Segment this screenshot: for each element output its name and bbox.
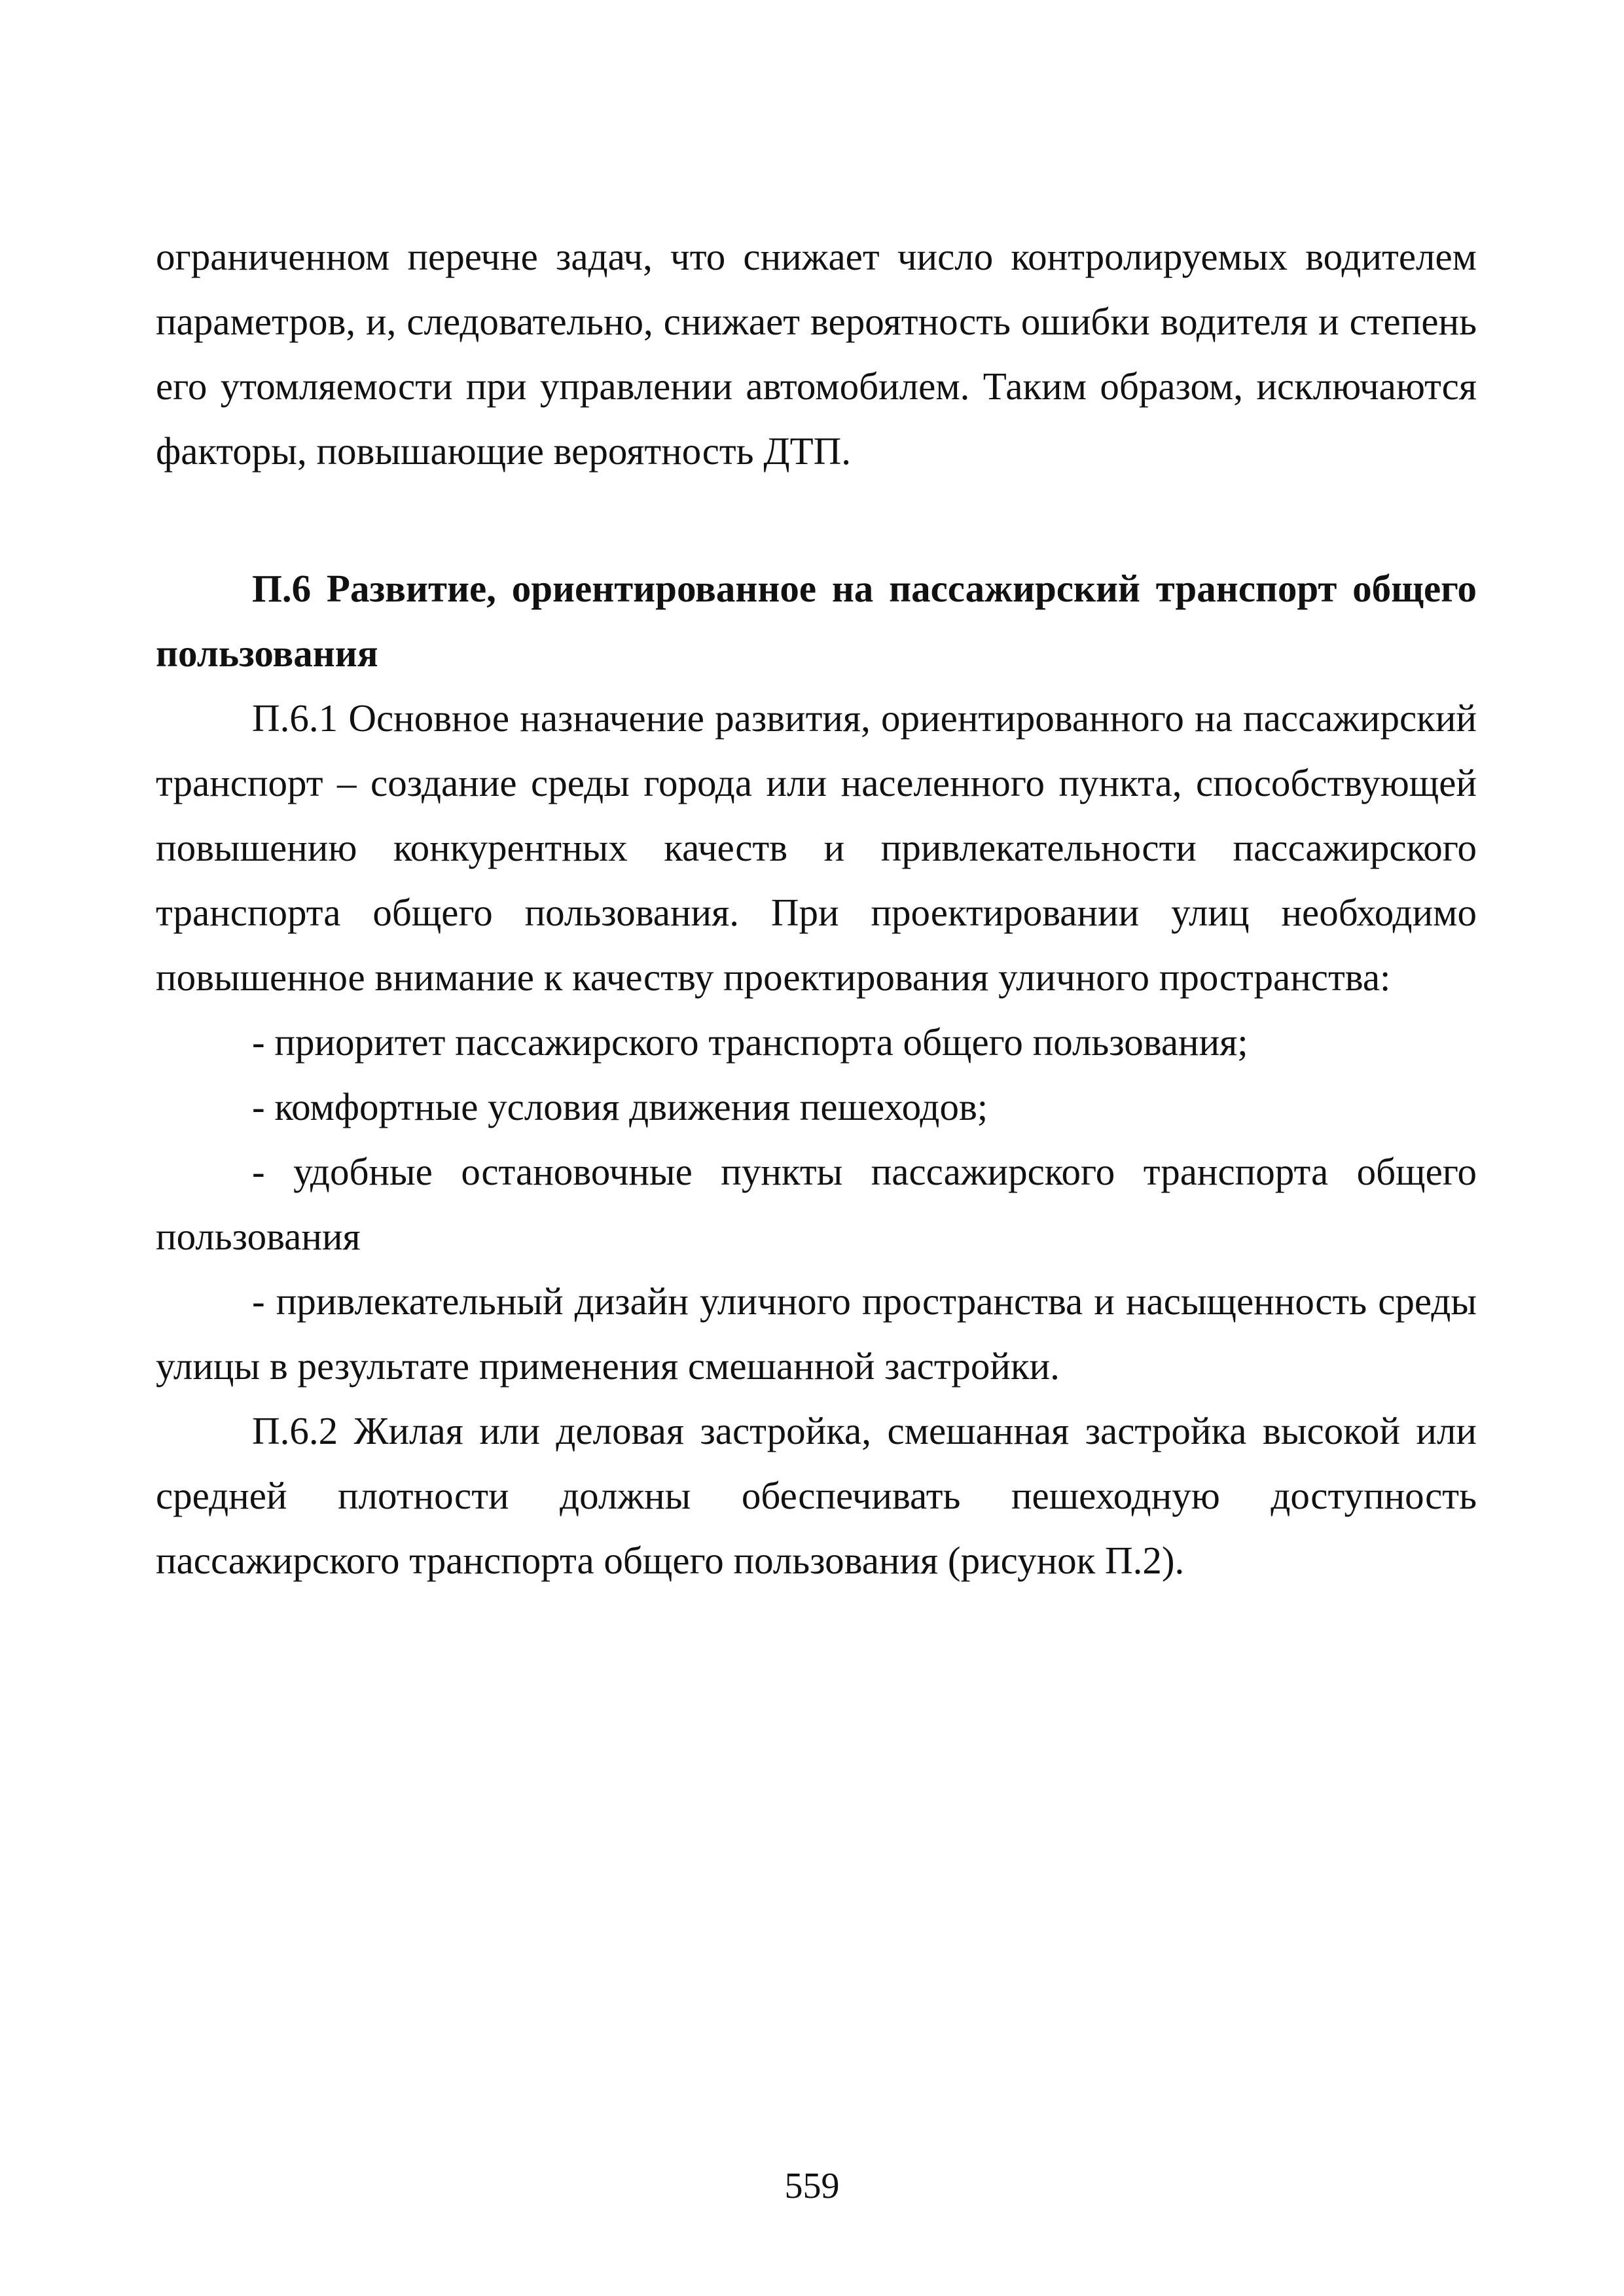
paragraph-p6-1: П.6.1 Основное назначение развития, ориентированного на пассажирский транспорт – создание среды города или населенного пункта, способствующей повышению конкурентных качеств и привлекательности пассажирского транспорта общего пользования. При проектировании улиц необходимо повышенное внимание к качеству проектирования уличного пространства:	[156, 696, 1477, 999]
list-item: - приоритет пассажирского транспорта общего пользования;	[252, 1020, 1248, 1064]
list-item: - привлекательный дизайн уличного пространства и насыщенность среды улицы в результате применения смешанной застройки.	[156, 1280, 1477, 1388]
section-heading: П.6 Развитие, ориентированное на пассажирский транспорт общего пользования	[156, 567, 1477, 675]
list-item: - удобные остановочные пункты пассажирского транспорта общего пользования	[156, 1150, 1477, 1258]
section-p6	[156, 556, 1477, 1593]
continuation-paragraph-block	[156, 224, 1477, 484]
paragraph-p6-2: П.6.2 Жилая или деловая застройка, смешанная застройка высокой или средней плотности должны обеспечивать пешеходную доступность пассажирского транспорта общего пользования (рисунок П.2).	[156, 1409, 1477, 1582]
continuation-paragraph: ограниченном перечне задач, что снижает число контролируемых водителем параметров, и, следовательно, снижает вероятность ошибки водителя и степень его утомляемости при управлении автомобилем. Таким образом, исключаются факторы, повышающие вероятность ДТП.	[156, 235, 1477, 473]
list-item: - комфортные условия движения пешеходов;	[252, 1085, 988, 1128]
page-number: 559	[784, 2166, 840, 2206]
